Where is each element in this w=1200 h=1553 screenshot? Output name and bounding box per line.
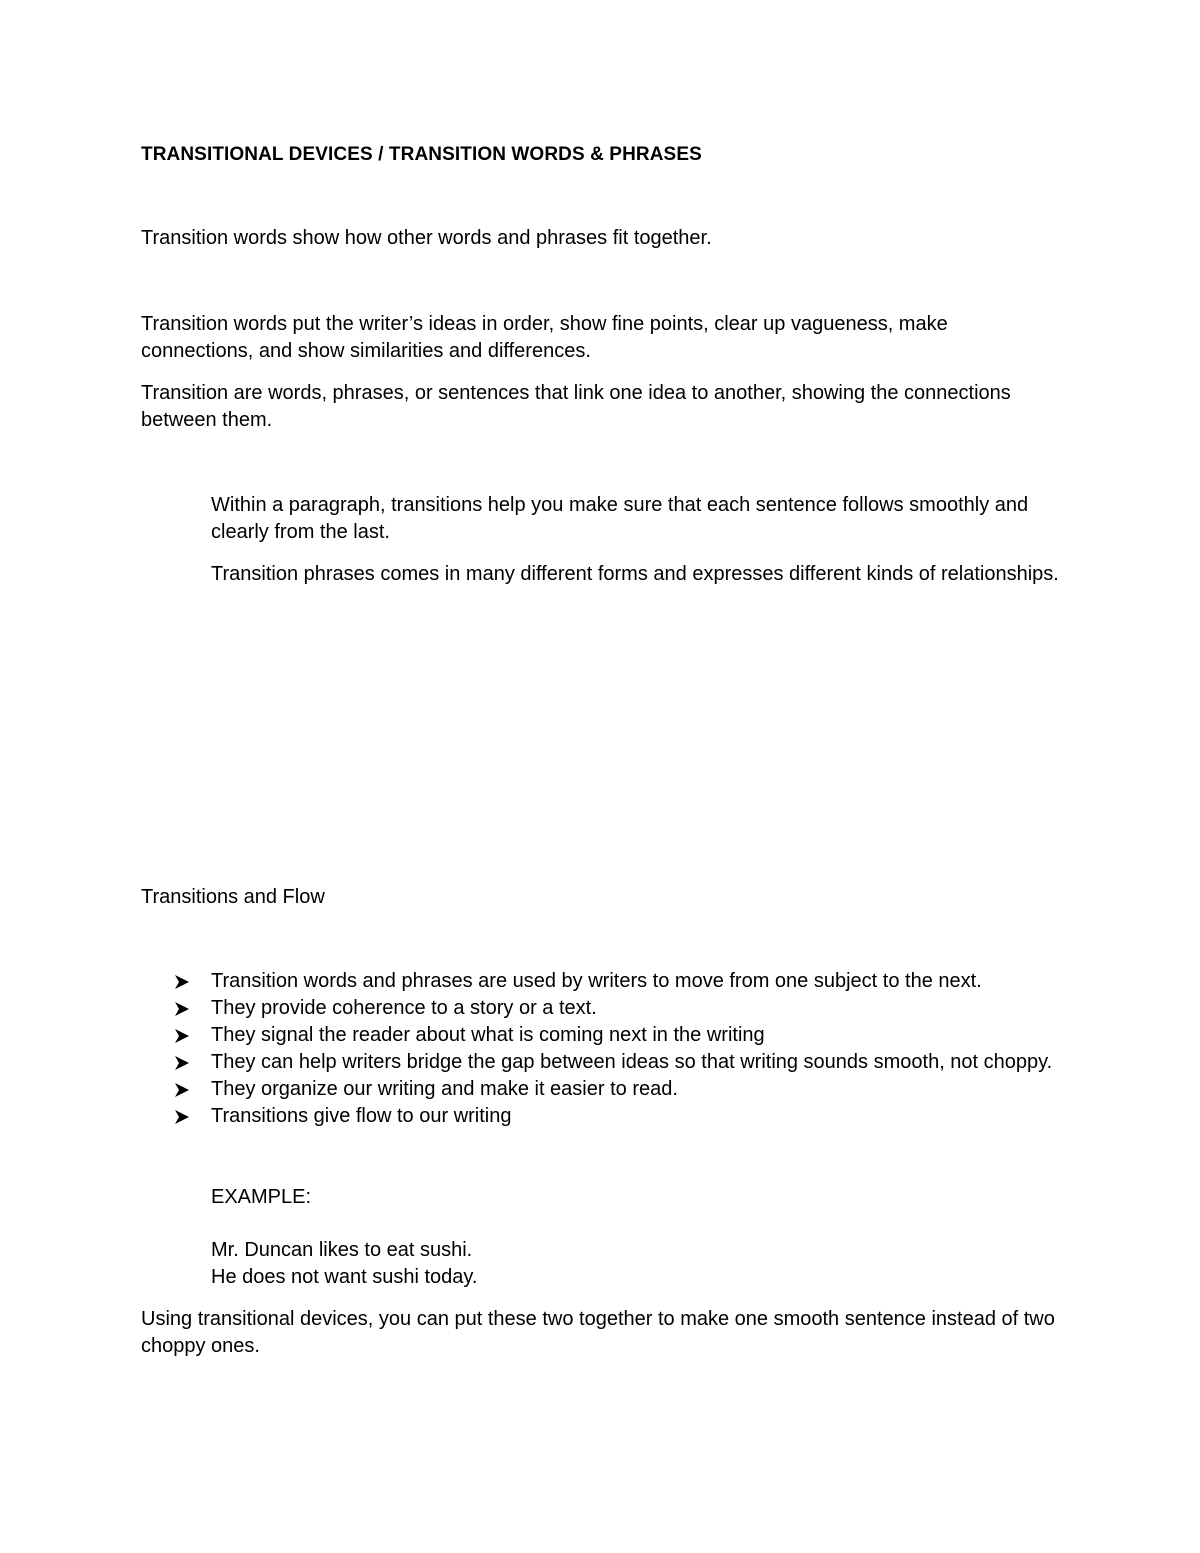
list-item-text: They organize our writing and make it easier to read. bbox=[211, 1078, 678, 1100]
arrowhead-bullet-icon bbox=[174, 1082, 190, 1098]
list-item bbox=[174, 1076, 1061, 1103]
list-item-text: They can help writers bridge the gap between ideas so that writing sounds smooth, not choppy. bbox=[211, 1051, 1053, 1073]
list-item bbox=[174, 1049, 1061, 1076]
indented-paragraph-1: Within a paragraph, transitions help you make sure that each sentence follows smoothly and clearly from the last. bbox=[211, 494, 1029, 543]
list-item bbox=[174, 1022, 1061, 1049]
bullet-list bbox=[174, 968, 1061, 1130]
arrowhead-bullet-icon bbox=[174, 1001, 190, 1017]
definition-paragraph-1: Transition words put the writer’s ideas in order, show fine points, clear up vagueness, make connections, and show similarities and differences. bbox=[141, 313, 948, 362]
conclusion-paragraph: Using transitional devices, you can put these two together to make one smooth sentence instead of two choppy ones. bbox=[141, 1308, 1055, 1357]
list-item bbox=[174, 995, 1061, 1022]
document-title: TRANSITIONAL DEVICES / TRANSITION WORDS & PHRASES bbox=[141, 144, 702, 165]
intro-paragraph: Transition words show how other words and phrases fit together. bbox=[141, 227, 712, 249]
list-item bbox=[174, 1103, 1061, 1130]
arrowhead-bullet-icon bbox=[174, 974, 190, 990]
arrowhead-bullet-icon bbox=[174, 1028, 190, 1044]
arrowhead-bullet-icon bbox=[174, 1109, 190, 1125]
arrowhead-bullet-icon bbox=[174, 1055, 190, 1071]
example-label: EXAMPLE: bbox=[211, 1186, 312, 1208]
list-item-text: Transition words and phrases are used by writers to move from one subject to the next. bbox=[211, 970, 982, 992]
example-line-1: Mr. Duncan likes to eat sushi. bbox=[211, 1239, 473, 1261]
list-item-text: They signal the reader about what is coming next in the writing bbox=[211, 1024, 765, 1046]
section-heading: Transitions and Flow bbox=[141, 886, 325, 908]
list-item-text: They provide coherence to a story or a text. bbox=[211, 997, 597, 1019]
list-item bbox=[174, 968, 1061, 995]
indented-paragraph-2: Transition phrases comes in many different forms and expresses different kinds of relationships. bbox=[211, 563, 1059, 585]
definition-paragraph-2: Transition are words, phrases, or sentences that link one idea to another, showing the connections between them. bbox=[141, 382, 1011, 431]
example-line-2: He does not want sushi today. bbox=[211, 1266, 478, 1288]
list-item-text: Transitions give flow to our writing bbox=[211, 1105, 512, 1127]
